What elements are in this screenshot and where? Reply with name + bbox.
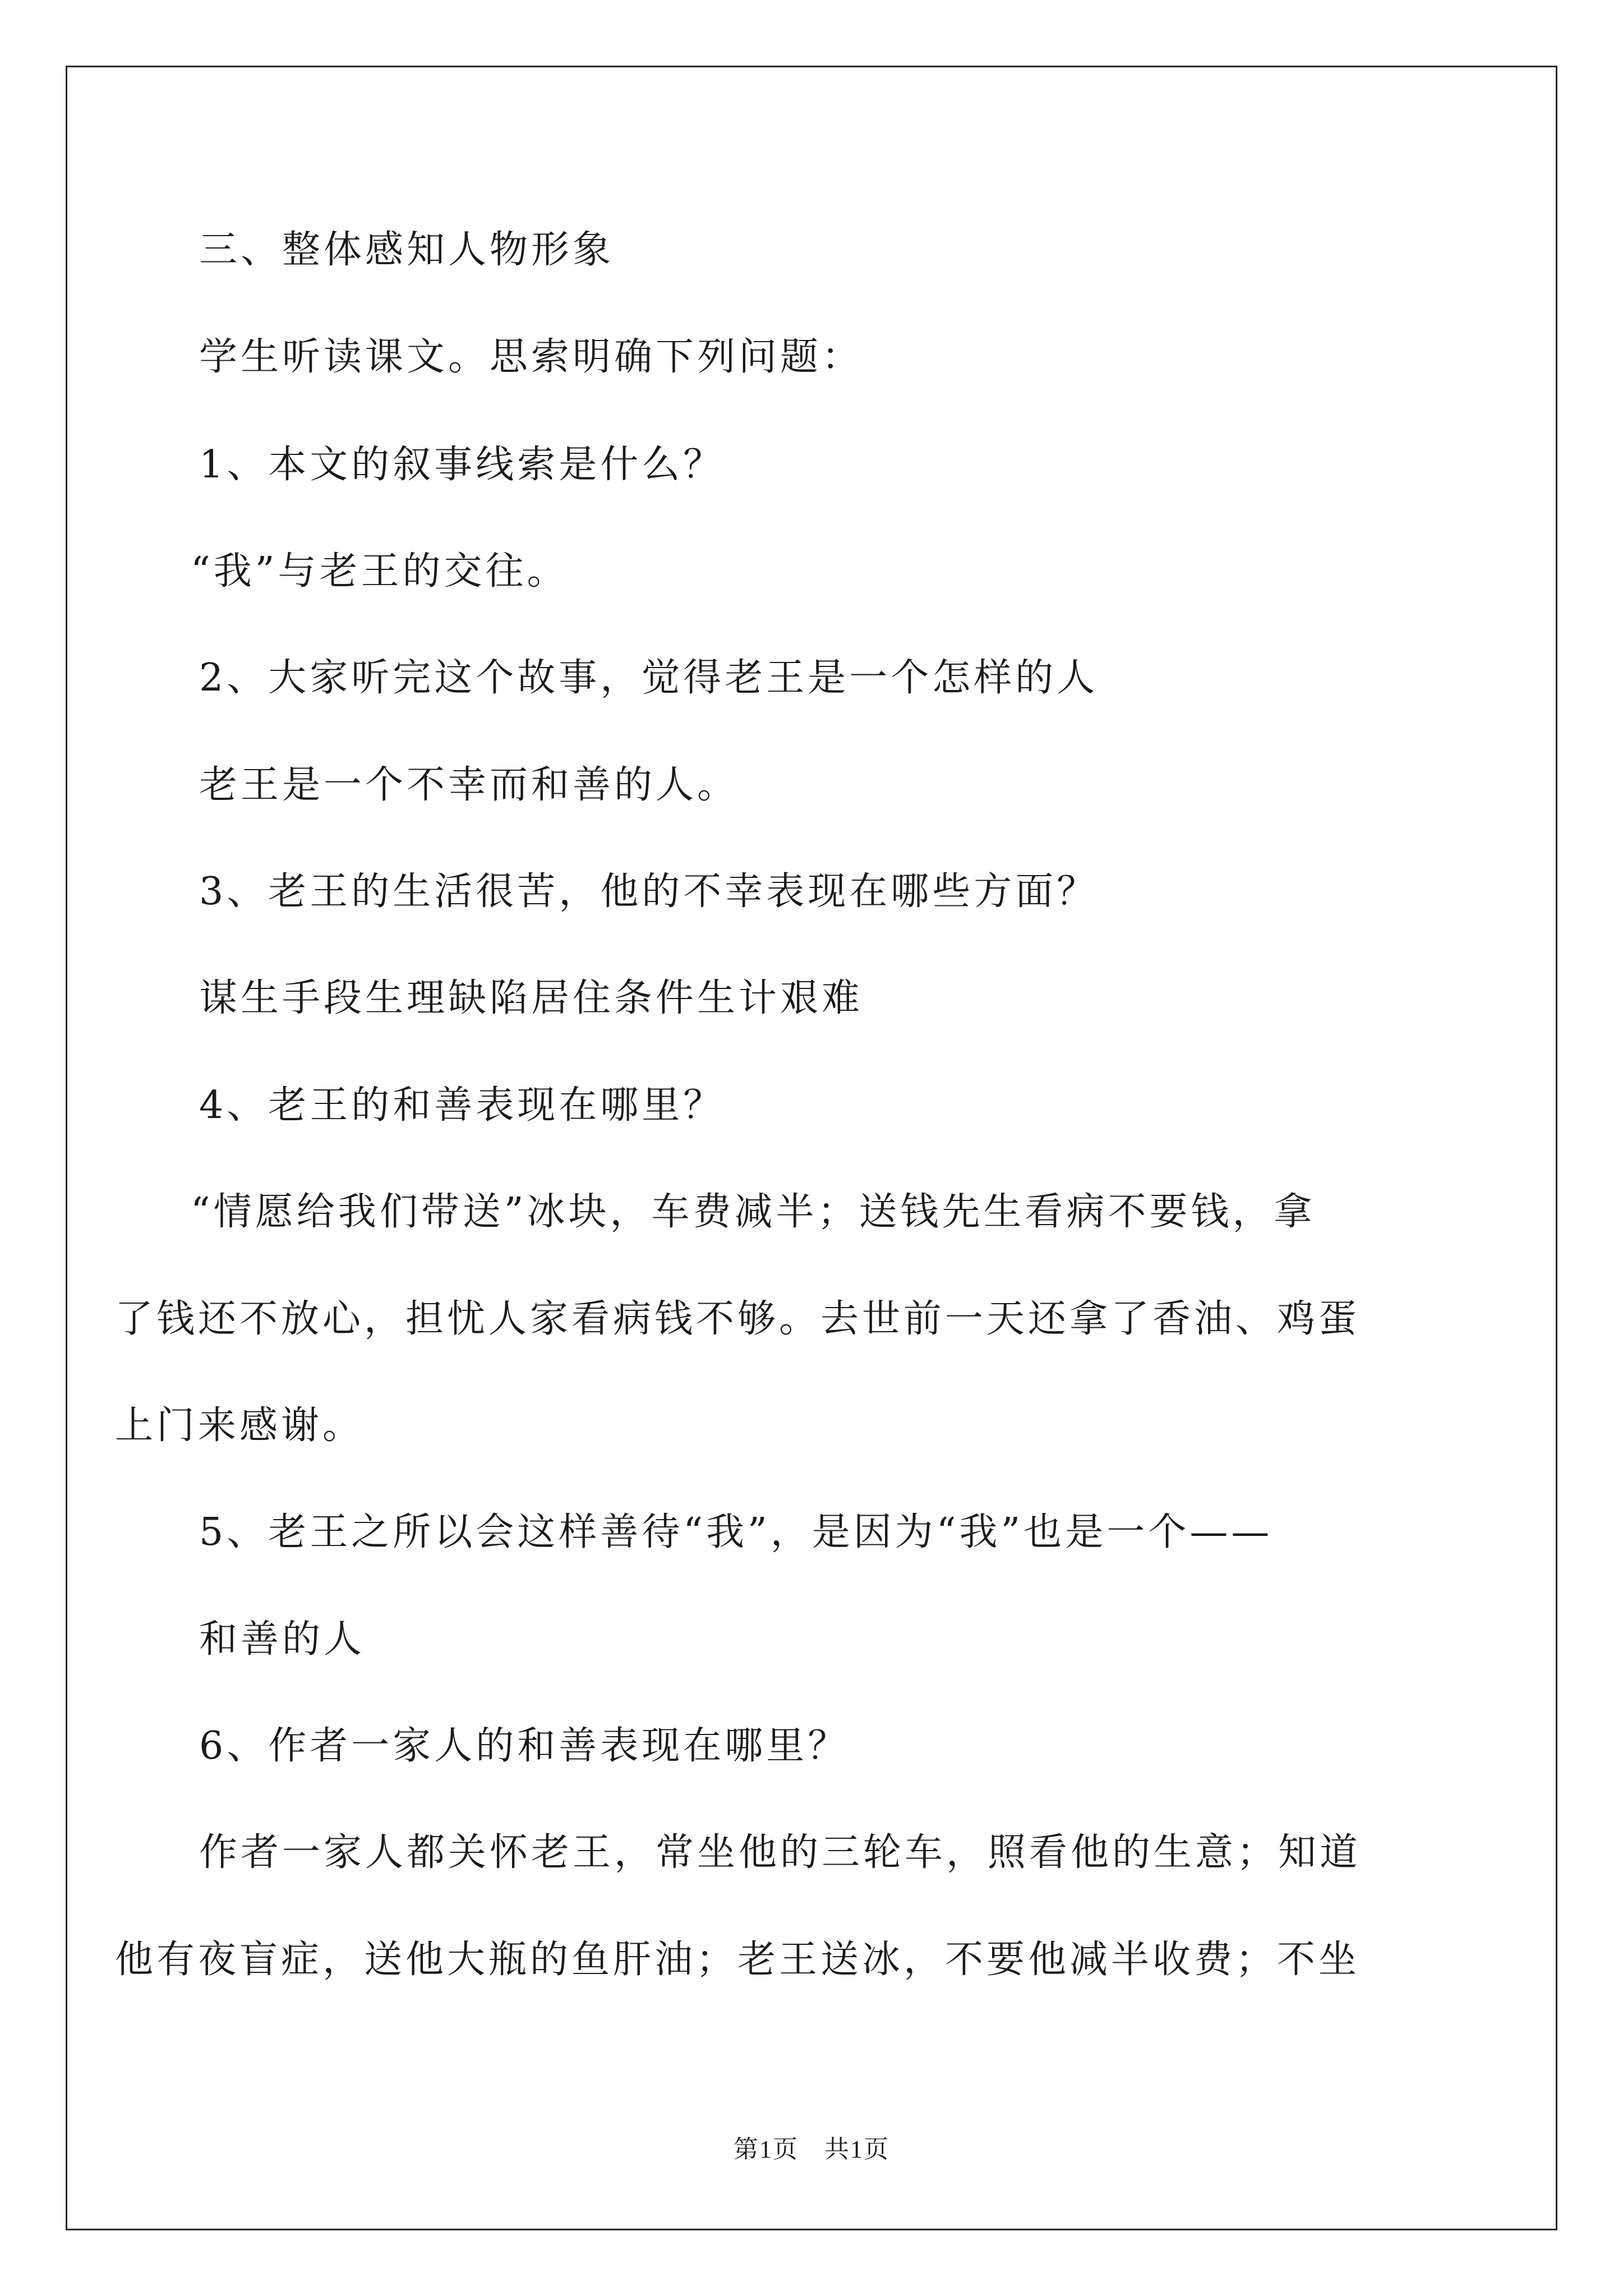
answer-1: “我”与老王的交往。 <box>191 549 569 593</box>
answer-5: 和善的人 <box>199 1617 366 1662</box>
question-2: 2、大家听完这个故事，觉得老王是一个怎样的人 <box>199 656 1099 700</box>
page-border <box>66 66 1557 2230</box>
answer-4-line-3: 上门来感谢。 <box>115 1404 365 1448</box>
question-6: 6、作者一家人的和善表现在哪里？ <box>199 1724 850 1768</box>
page-number-footer: 第1页 共1页 <box>734 2136 889 2163</box>
answer-6-line-2: 他有夜盲症，送他大瓶的鱼肝油；老王送冰，不要他减半收费；不坐 <box>115 1938 1361 1982</box>
question-4: 4、老王的和善表现在哪里？ <box>199 1083 725 1128</box>
answer-3: 谋生手段生理缺陷居住条件生计艰难 <box>199 976 864 1020</box>
question-1: 1、本文的叙事线索是什么？ <box>199 443 725 487</box>
section-heading: 三、整体感知人物形象 <box>199 228 615 272</box>
question-5: 5、老王之所以会这样善待“我”，是因为“我”也是一个—— <box>199 1510 1273 1554</box>
paragraph-line: 学生听读课文。思索明确下列问题： <box>199 335 864 379</box>
answer-2: 老王是一个不幸而和善的人。 <box>199 763 739 807</box>
question-3: 3、老王的生活很苦，他的不幸表现在哪些方面？ <box>199 869 1099 914</box>
answer-6-line-1: 作者一家人都关怀老王，常坐他的三轮车，照看他的生意；知道 <box>199 1830 1362 1875</box>
answer-4-line-2: 了钱还不放心，担忧人家看病钱不够。去世前一天还拿了香油、鸡蛋 <box>115 1297 1361 1341</box>
answer-4-line-1: “情愿给我们带送”冰块，车费减半；送钱先生看病不要钱，拿 <box>191 1190 1316 1234</box>
